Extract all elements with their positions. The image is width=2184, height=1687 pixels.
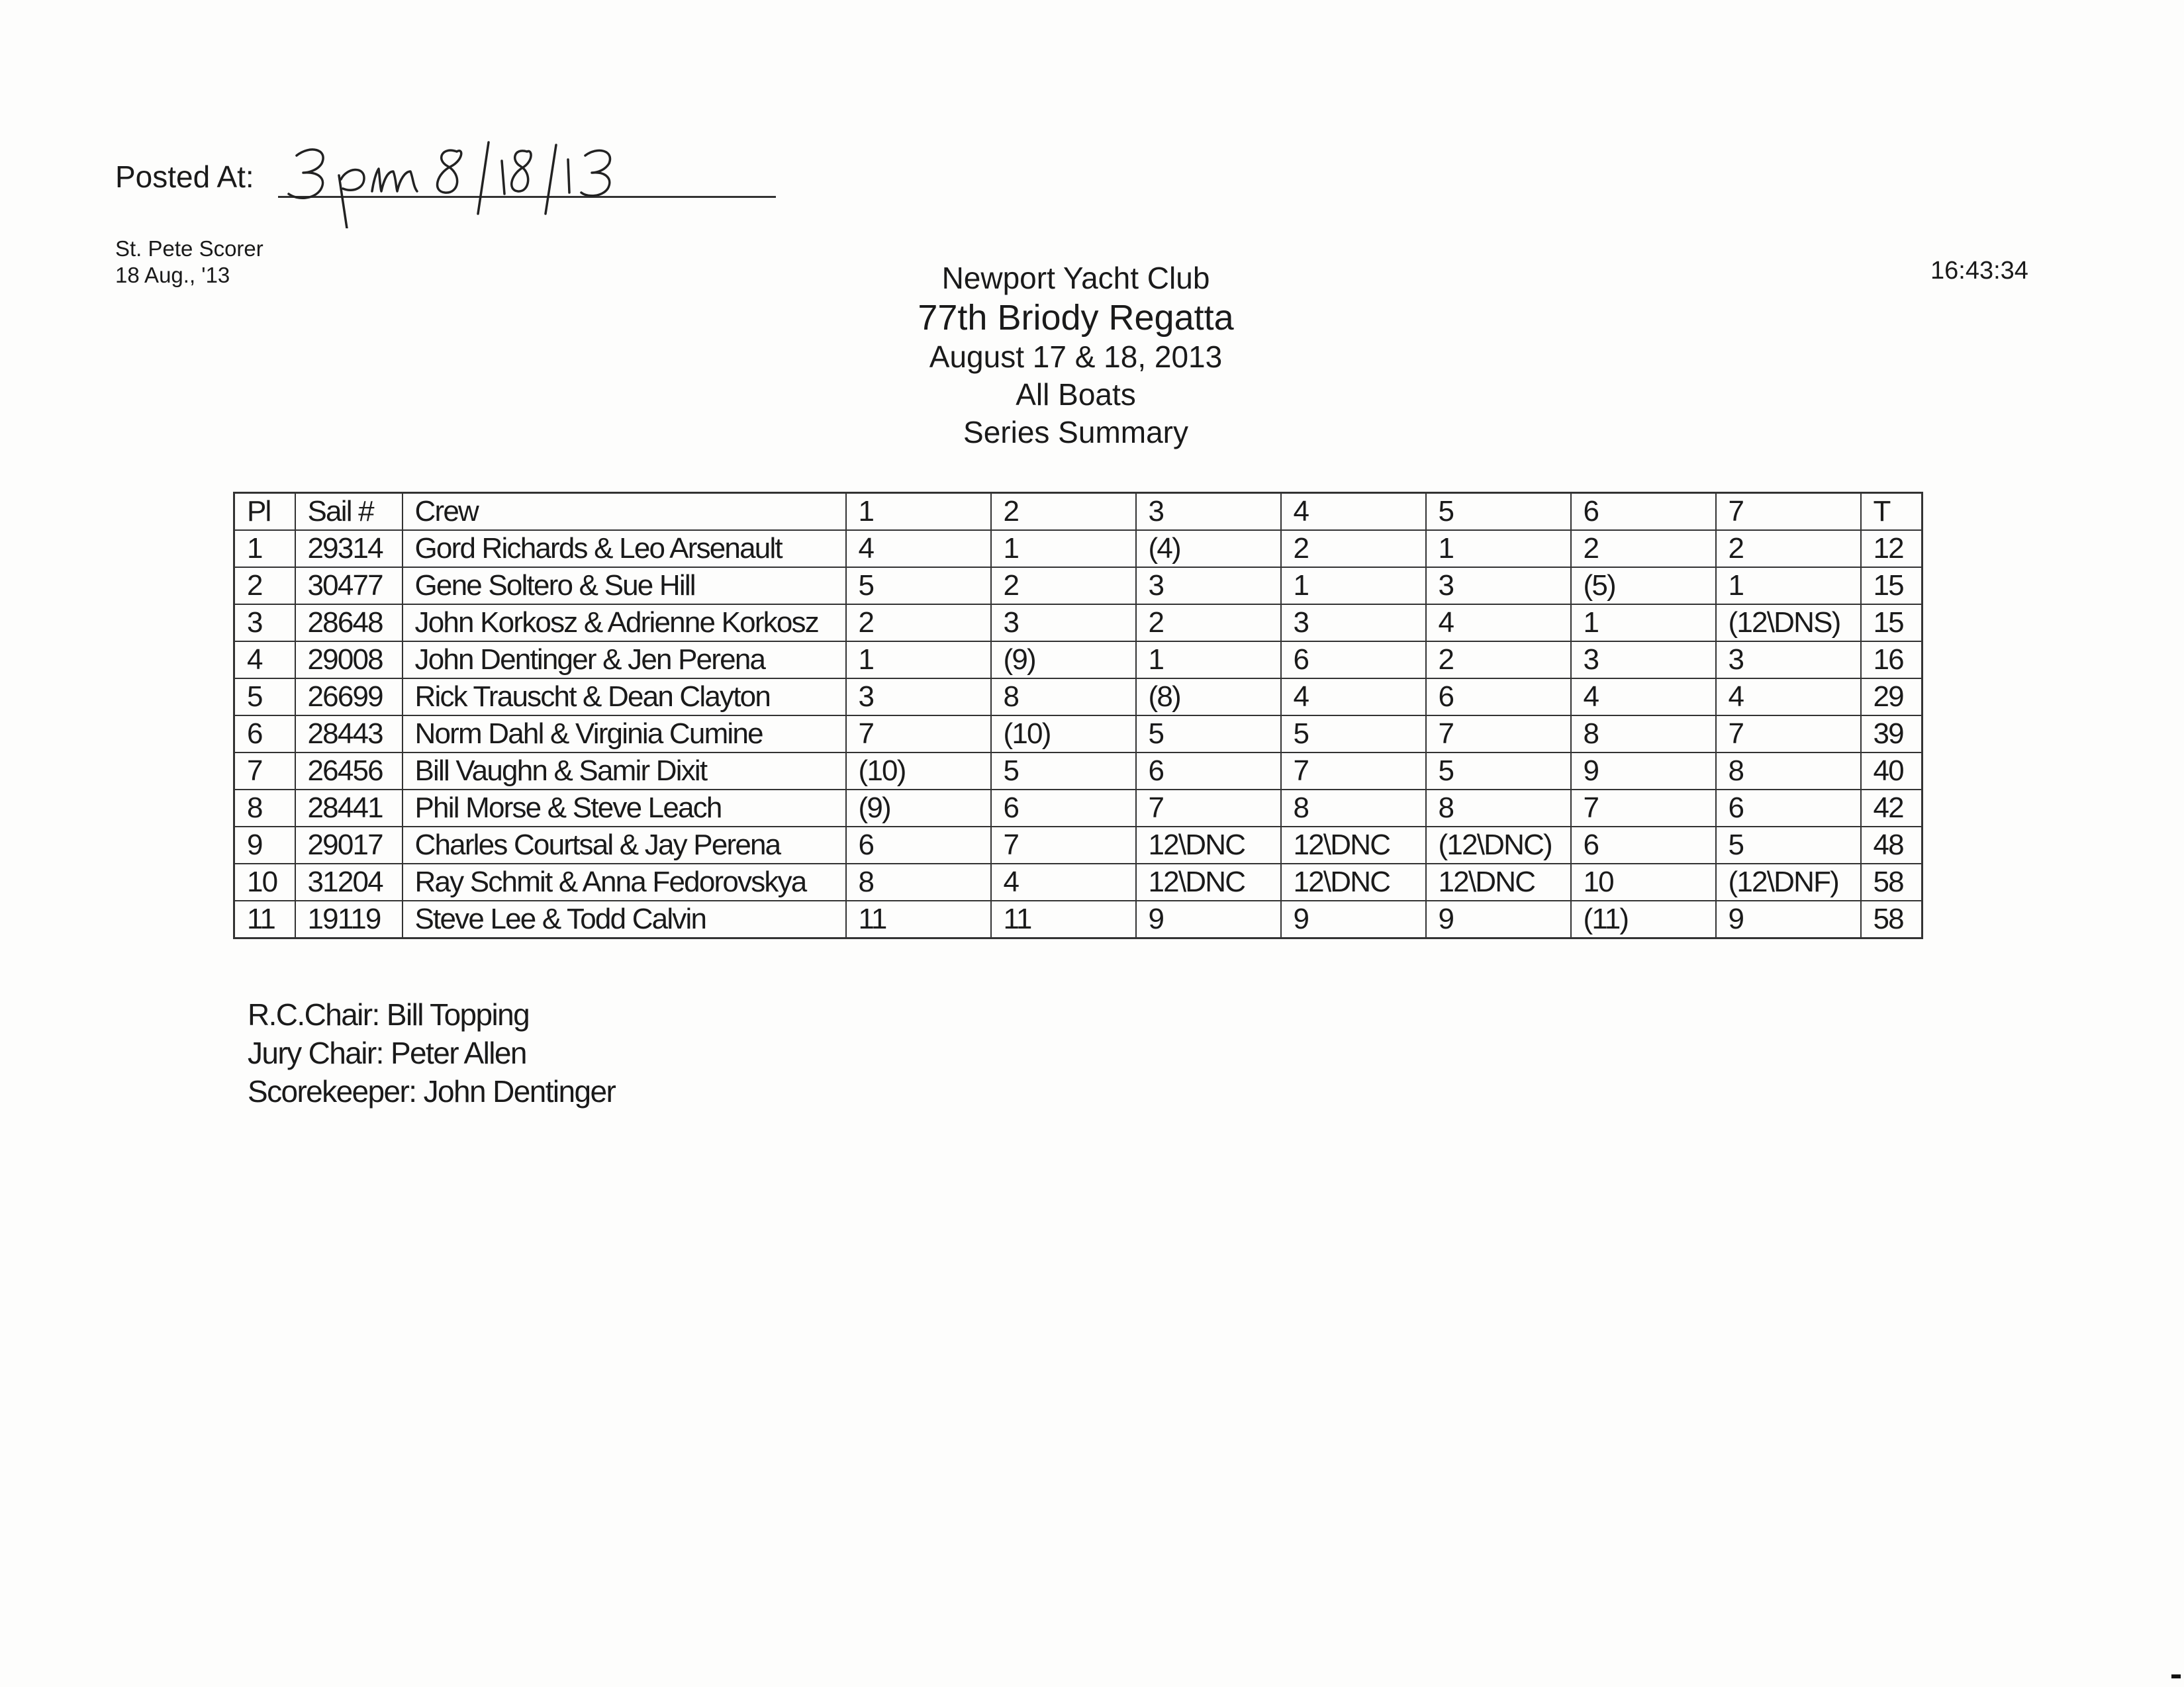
place-cell: 4: [234, 641, 295, 678]
header-crew: Crew: [403, 493, 846, 531]
sail-number-cell: 28443: [295, 715, 403, 752]
crew-cell: Norm Dahl & Virginia Cumine: [403, 715, 846, 752]
table-row: [234, 530, 1923, 567]
race-score-cell: (12\DNF): [1716, 864, 1861, 901]
header-race-1: 1: [846, 493, 991, 531]
header-race-2: 2: [991, 493, 1136, 531]
race-score-cell: 5: [1716, 827, 1861, 864]
header-race-5: 5: [1426, 493, 1571, 531]
race-score-cell: 4: [1571, 678, 1716, 715]
results-header-row: [234, 493, 1923, 531]
scorer-info: [115, 236, 263, 289]
race-score-cell: 3: [1426, 567, 1571, 604]
scorer-date: 18 Aug., '13: [115, 263, 230, 287]
handwritten-posted-time: [278, 136, 649, 228]
sail-number-cell: 29017: [295, 827, 403, 864]
place-cell: 6: [234, 715, 295, 752]
race-score-cell: 2: [1426, 641, 1571, 678]
place-cell: 2: [234, 567, 295, 604]
race-score-cell: 2: [1136, 604, 1281, 641]
total-cell: 15: [1861, 604, 1923, 641]
header-race-6: 6: [1571, 493, 1716, 531]
sail-number-cell: 28648: [295, 604, 403, 641]
race-score-cell: 9: [1571, 752, 1716, 790]
sail-number-cell: 29314: [295, 530, 403, 567]
total-cell: 12: [1861, 530, 1923, 567]
results-table: [233, 492, 1923, 939]
race-score-cell: (4): [1136, 530, 1281, 567]
place-cell: 3: [234, 604, 295, 641]
race-score-cell: 3: [1136, 567, 1281, 604]
race-score-cell: 6: [1281, 641, 1426, 678]
header-race-3: 3: [1136, 493, 1281, 531]
sail-number-cell: 29008: [295, 641, 403, 678]
summary-title: Series Summary: [963, 415, 1188, 449]
table-row: [234, 752, 1923, 790]
total-cell: 58: [1861, 864, 1923, 901]
club-name: Newport Yacht Club: [941, 261, 1210, 295]
table-row: [234, 864, 1923, 901]
place-cell: 11: [234, 901, 295, 938]
race-score-cell: 12\DNC: [1136, 864, 1281, 901]
race-score-cell: 8: [1716, 752, 1861, 790]
crew-cell: John Korkosz & Adrienne Korkosz: [403, 604, 846, 641]
table-row: [234, 790, 1923, 827]
total-cell: 42: [1861, 790, 1923, 827]
race-score-cell: 4: [991, 864, 1136, 901]
race-score-cell: 1: [1281, 567, 1426, 604]
race-score-cell: 2: [846, 604, 991, 641]
scorekeeper: Scorekeeper: John Dentinger: [248, 1074, 616, 1109]
total-cell: 40: [1861, 752, 1923, 790]
print-timestamp: 16:43:34: [1930, 257, 2028, 285]
sail-number-cell: 31204: [295, 864, 403, 901]
total-cell: 15: [1861, 567, 1923, 604]
total-cell: 16: [1861, 641, 1923, 678]
place-cell: 8: [234, 790, 295, 827]
race-score-cell: 4: [1281, 678, 1426, 715]
header-total: T: [1861, 493, 1923, 531]
officials-list: [248, 995, 615, 1111]
race-score-cell: 6: [1716, 790, 1861, 827]
race-score-cell: 9: [1716, 901, 1861, 938]
race-score-cell: (9): [846, 790, 991, 827]
sail-number-cell: 30477: [295, 567, 403, 604]
race-score-cell: 2: [1281, 530, 1426, 567]
place-cell: 7: [234, 752, 295, 790]
crew-cell: Gord Richards & Leo Arsenault: [403, 530, 846, 567]
race-score-cell: 2: [1716, 530, 1861, 567]
race-score-cell: 7: [1426, 715, 1571, 752]
race-score-cell: 6: [991, 790, 1136, 827]
race-score-cell: 12\DNC: [1281, 864, 1426, 901]
scan-corner-mark: [2171, 1674, 2181, 1678]
header-place: Pl: [234, 493, 295, 531]
race-score-cell: (12\DNS): [1716, 604, 1861, 641]
race-score-cell: (9): [991, 641, 1136, 678]
table-row: [234, 827, 1923, 864]
race-score-cell: 7: [1571, 790, 1716, 827]
crew-cell: Steve Lee & Todd Calvin: [403, 901, 846, 938]
race-score-cell: 11: [991, 901, 1136, 938]
race-score-cell: 6: [1426, 678, 1571, 715]
table-row: [234, 715, 1923, 752]
total-cell: 48: [1861, 827, 1923, 864]
rc-chair: R.C.Chair: Bill Topping: [248, 997, 530, 1032]
race-score-cell: 8: [1426, 790, 1571, 827]
race-score-cell: (8): [1136, 678, 1281, 715]
race-score-cell: (10): [846, 752, 991, 790]
race-score-cell: 12\DNC: [1426, 864, 1571, 901]
place-cell: 5: [234, 678, 295, 715]
race-score-cell: 6: [1136, 752, 1281, 790]
crew-cell: Charles Courtsal & Jay Perena: [403, 827, 846, 864]
race-score-cell: 6: [846, 827, 991, 864]
race-score-cell: 8: [991, 678, 1136, 715]
race-score-cell: 3: [991, 604, 1136, 641]
place-cell: 9: [234, 827, 295, 864]
place-cell: 1: [234, 530, 295, 567]
crew-cell: Rick Trauscht & Dean Clayton: [403, 678, 846, 715]
event-title: 77th Briody Regatta: [918, 298, 1234, 338]
race-score-cell: 9: [1281, 901, 1426, 938]
header-race-4: 4: [1281, 493, 1426, 531]
race-score-cell: 9: [1136, 901, 1281, 938]
race-score-cell: 8: [846, 864, 991, 901]
race-score-cell: 7: [1281, 752, 1426, 790]
race-score-cell: 7: [1716, 715, 1861, 752]
race-score-cell: 1: [1571, 604, 1716, 641]
race-score-cell: 4: [1716, 678, 1861, 715]
race-score-cell: (10): [991, 715, 1136, 752]
crew-cell: John Dentinger & Jen Perena: [403, 641, 846, 678]
sail-number-cell: 28441: [295, 790, 403, 827]
race-score-cell: 7: [846, 715, 991, 752]
race-score-cell: 4: [1426, 604, 1571, 641]
race-score-cell: 1: [991, 530, 1136, 567]
place-cell: 10: [234, 864, 295, 901]
race-score-cell: 6: [1571, 827, 1716, 864]
race-score-cell: 1: [1716, 567, 1861, 604]
race-score-cell: 5: [1281, 715, 1426, 752]
crew-cell: Phil Morse & Steve Leach: [403, 790, 846, 827]
race-score-cell: 5: [991, 752, 1136, 790]
table-row: [234, 641, 1923, 678]
race-score-cell: 10: [1571, 864, 1716, 901]
race-score-cell: 2: [1571, 530, 1716, 567]
race-score-cell: 2: [991, 567, 1136, 604]
race-score-cell: (11): [1571, 901, 1716, 938]
crew-cell: Ray Schmit & Anna Fedorovskya: [403, 864, 846, 901]
race-score-cell: 5: [1136, 715, 1281, 752]
scorer-name: St. Pete Scorer: [115, 236, 263, 261]
race-score-cell: 7: [1136, 790, 1281, 827]
race-score-cell: 3: [1571, 641, 1716, 678]
race-score-cell: 5: [846, 567, 991, 604]
total-cell: 39: [1861, 715, 1923, 752]
race-score-cell: 4: [846, 530, 991, 567]
header-race-7: 7: [1716, 493, 1861, 531]
crew-cell: Bill Vaughn & Samir Dixit: [403, 752, 846, 790]
event-dates: August 17 & 18, 2013: [929, 340, 1223, 374]
race-score-cell: 11: [846, 901, 991, 938]
race-score-cell: 3: [1716, 641, 1861, 678]
race-score-cell: 3: [846, 678, 991, 715]
sail-number-cell: 26456: [295, 752, 403, 790]
sail-number-cell: 26699: [295, 678, 403, 715]
race-score-cell: 1: [846, 641, 991, 678]
table-row: [234, 604, 1923, 641]
sail-number-cell: 19119: [295, 901, 403, 938]
total-cell: 58: [1861, 901, 1923, 938]
race-score-cell: 1: [1136, 641, 1281, 678]
race-score-cell: 1: [1426, 530, 1571, 567]
race-score-cell: (5): [1571, 567, 1716, 604]
crew-cell: Gene Soltero & Sue Hill: [403, 567, 846, 604]
race-score-cell: 9: [1426, 901, 1571, 938]
race-score-cell: 5: [1426, 752, 1571, 790]
table-row: [234, 678, 1923, 715]
race-score-cell: 3: [1281, 604, 1426, 641]
regatta-heading: [728, 259, 1423, 451]
fleet-name: All Boats: [1016, 377, 1136, 412]
race-score-cell: 8: [1281, 790, 1426, 827]
race-score-cell: 7: [991, 827, 1136, 864]
total-cell: 29: [1861, 678, 1923, 715]
table-row: [234, 567, 1923, 604]
race-score-cell: 12\DNC: [1281, 827, 1426, 864]
posted-at-label: Posted At:: [115, 160, 254, 194]
table-row: [234, 901, 1923, 938]
header-sail-number: Sail #: [295, 493, 403, 531]
race-score-cell: 12\DNC: [1136, 827, 1281, 864]
race-score-cell: (12\DNC): [1426, 827, 1571, 864]
race-score-cell: 8: [1571, 715, 1716, 752]
jury-chair: Jury Chair: Peter Allen: [248, 1036, 526, 1070]
